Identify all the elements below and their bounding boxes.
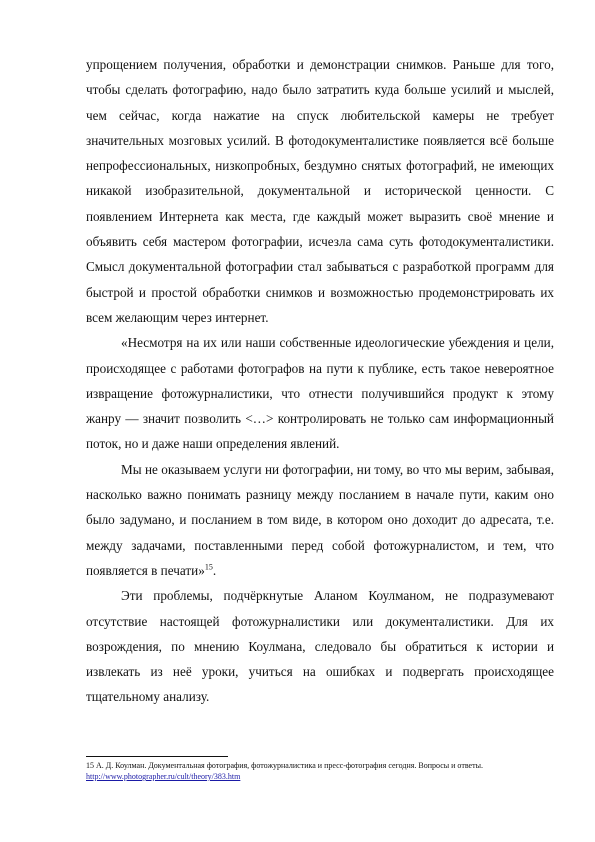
paragraph-1: упрощением получения, обработки и демонстрации снимков. Раньше для того, чтобы сделать фотографию, надо было затратить куда больше усилий и мыслей, чем сейчас, когда нажатие на спуск любительской камеры не требует значительных мозговых усилий. В фотодокументалистике появляется всё больше непрофессиональных, низкопробных, бездумно снятых фотографий, не имеющих никакой изобразительной, документальной и исторической ценности. С появлением Интернета как места, где каждый может выразить своё мнение и объявить себя мастером фотографии, исчезла сама суть фотодокументалистики. Смысл документальной фотографии стал забываться с разработкой программ для быстрой и простой обработки снимков и возможностью продемонстрировать их всем желающим через интернет. (86, 57, 554, 325)
paragraph-3-tail: . (212, 562, 217, 578)
body-text (86, 52, 554, 710)
footnote-separator (86, 756, 228, 757)
paragraph-4: Эти проблемы, подчёркнутые Аланом Коулманом, не подразумевают отсутствие настоящей фотожурналистики или документалистики. Для их возрождения, по мнению Коулмана, следовало бы обратиться к истории и извлекать из неё уроки, учиться на ошибках и подвергать происходящее тщательному анализу. (86, 588, 554, 705)
footnote-text: А. Д. Коулман. Документальная фотография, фотожурналистика и пресс-фотография сегодня. Вопросы и ответы. (96, 761, 483, 770)
footnote-number: 15 (86, 761, 94, 770)
paragraph-2: «Несмотря на их или наши собственные идеологические убеждения и цели, происходящее с работами фотографов на пути к публике, есть такое невероятное извращение фотожурналистики, что отнести получившийся продукт к этому жанру — значит позволить <…> контролировать не только сам информационный поток, но и даже наши определения явлений. (86, 335, 554, 452)
footnote-link[interactable]: http://www.photographer.ru/cult/theory/383.htm (86, 772, 241, 781)
paragraph-3 (86, 457, 554, 583)
footnote (86, 760, 556, 782)
footnote-reference[interactable]: 15 (204, 562, 213, 572)
paragraph-3-text: Мы не оказываем услуги ни фотографии, ни тому, во что мы верим, забывая, насколько важно понимать разницу между посланием в начале пути, каким оно было задумано, и посланием в том виде, в котором оно доходит до адресата, т.е. между задачами, поставленными перед собой фотожурналистом, и тем, что появляется в печати» (86, 461, 554, 578)
